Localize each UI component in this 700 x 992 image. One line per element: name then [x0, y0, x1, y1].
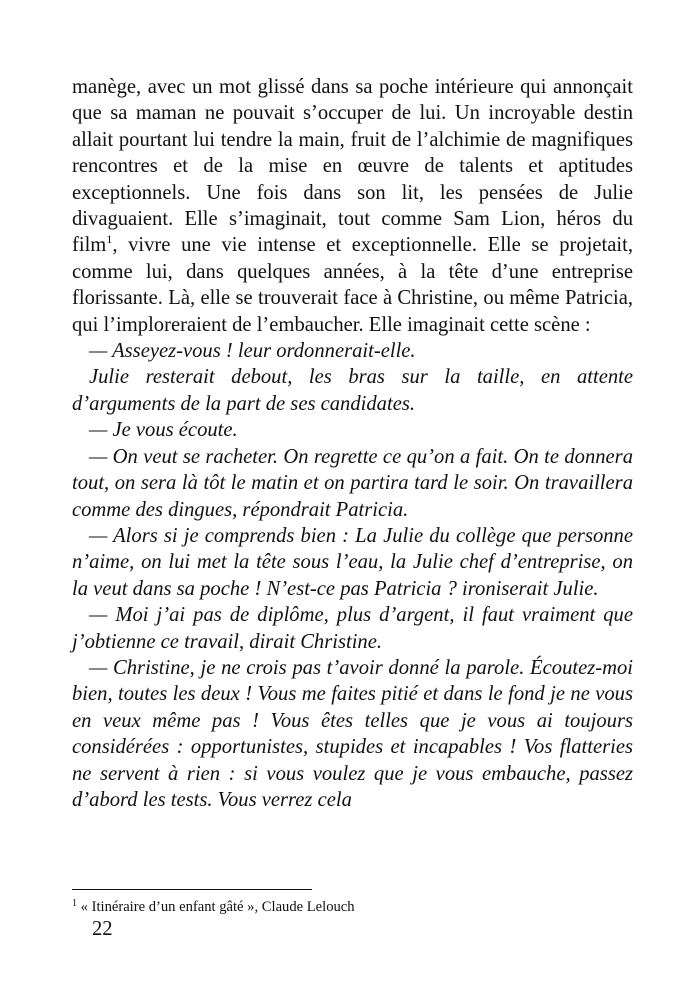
narration-text-before-footnote-ref: manège, avec un mot glissé dans sa poche intérieure qui annonçait que sa maman ne pouvait s’occuper de lui. Un incroyable destin allait pourtant lui tendre la main, fruit de l’alchimie de magnifiques rencontres et de la mise en œuvre de talents et aptitudes exceptionnels. Une fois dans son lit, les pensées de Julie divaguaient. Elle s’imaginait, tout comme Sam Lion, héros du film	[72, 76, 633, 257]
footnote-text: « Itinéraire d’un enfant gâté », Claude Lelouch	[80, 899, 355, 915]
page-body	[72, 74, 633, 813]
footnote	[72, 898, 633, 916]
footnote-reference: 1	[106, 232, 113, 247]
paragraph-narration	[72, 74, 633, 338]
narration-text-after-footnote-ref: , vivre une vie intense et exceptionnelle. Elle se projetait, comme lui, dans quelques années, à la tête d’une entreprise florissante. Là, elle se trouverait face à Christine, ou même Patricia, qui l’imploreraient de l’embaucher. Elle imaginait cette scène :	[72, 234, 633, 336]
paragraph-dialogue: — Je vous écoute.	[89, 419, 238, 442]
paragraph-dialogue: — On veut se racheter. On regrette ce qu’on a fait. On te donnera tout, on sera là tôt le matin et on partira tard le soir. On travaillera comme des dingues, répondrait Patricia.	[72, 445, 633, 521]
page-number: 22	[92, 918, 113, 940]
paragraph-dialogue: — Christine, je ne crois pas t’avoir donné la parole. Écoutez-moi bien, toutes les deux ! Vous me faites pitié et dans le fond je ne vous en veux même pas ! Vous êtes telles que je vous ai toujours considérées : opportunistes, stupides et incapables ! Vos flatteries ne servent à rien : si vous voulez que je vous embauche, passez d’abord les tests. Vous verrez cela	[72, 656, 633, 811]
paragraph-dialogue: Julie resterait debout, les bras sur la taille, en attente d’arguments de la part de ses candidates.	[72, 366, 633, 415]
paragraph-dialogue: — Asseyez-vous ! leur ordonnerait-elle.	[89, 340, 416, 363]
footnote-number: 1	[72, 898, 77, 909]
paragraph-dialogue: — Alors si je comprends bien : La Julie du collège que personne n’aime, on lui met la tête sous l’eau, la Julie chef d’entreprise, on la veut dans sa poche ! N’est-ce pas Patricia ? ironiserait Julie.	[72, 524, 633, 600]
paragraph-dialogue: — Moi j’ai pas de diplôme, plus d’argent, il faut vraiment que j’obtienne ce travail, dirait Christine.	[72, 604, 633, 653]
footnote-separator	[72, 889, 312, 890]
